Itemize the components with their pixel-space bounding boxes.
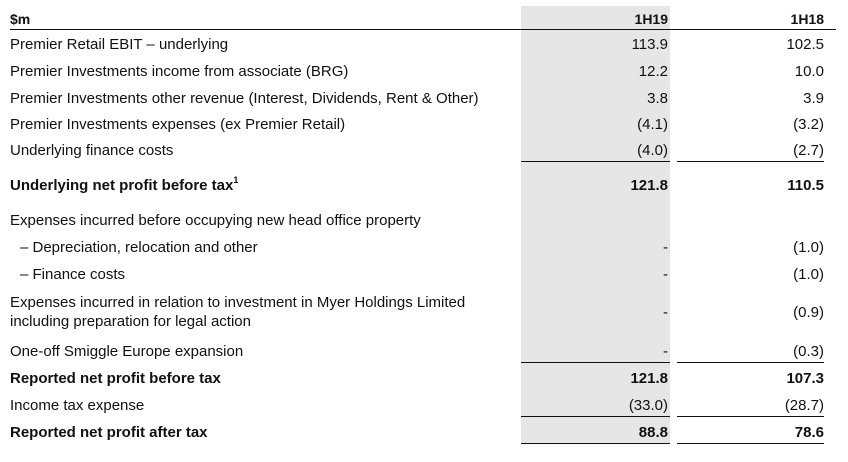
subtotal-rule-1h18 [677,161,824,162]
total-rule-1h19 [521,416,670,417]
header-col-1h18: 1H18 [790,11,824,27]
total-bottom-rule-1h19 [521,443,670,444]
header-rule [10,29,836,30]
total-rule-1h18 [677,416,824,417]
subtotal-rule-1h19 [521,362,670,363]
total-bottom-rule-1h18 [677,443,824,444]
header-units-label: $m [10,11,31,27]
header-col-1h19: 1H19 [634,11,668,27]
subtotal-rule-1h19 [521,161,670,162]
table-row: Expenses incurred in relation to investment in Myer Holdings Limited including preparation for legal action - (0.9) [10,294,824,330]
footnote-marker: 1 [233,175,239,185]
subtotal-rule-1h18 [677,362,824,363]
